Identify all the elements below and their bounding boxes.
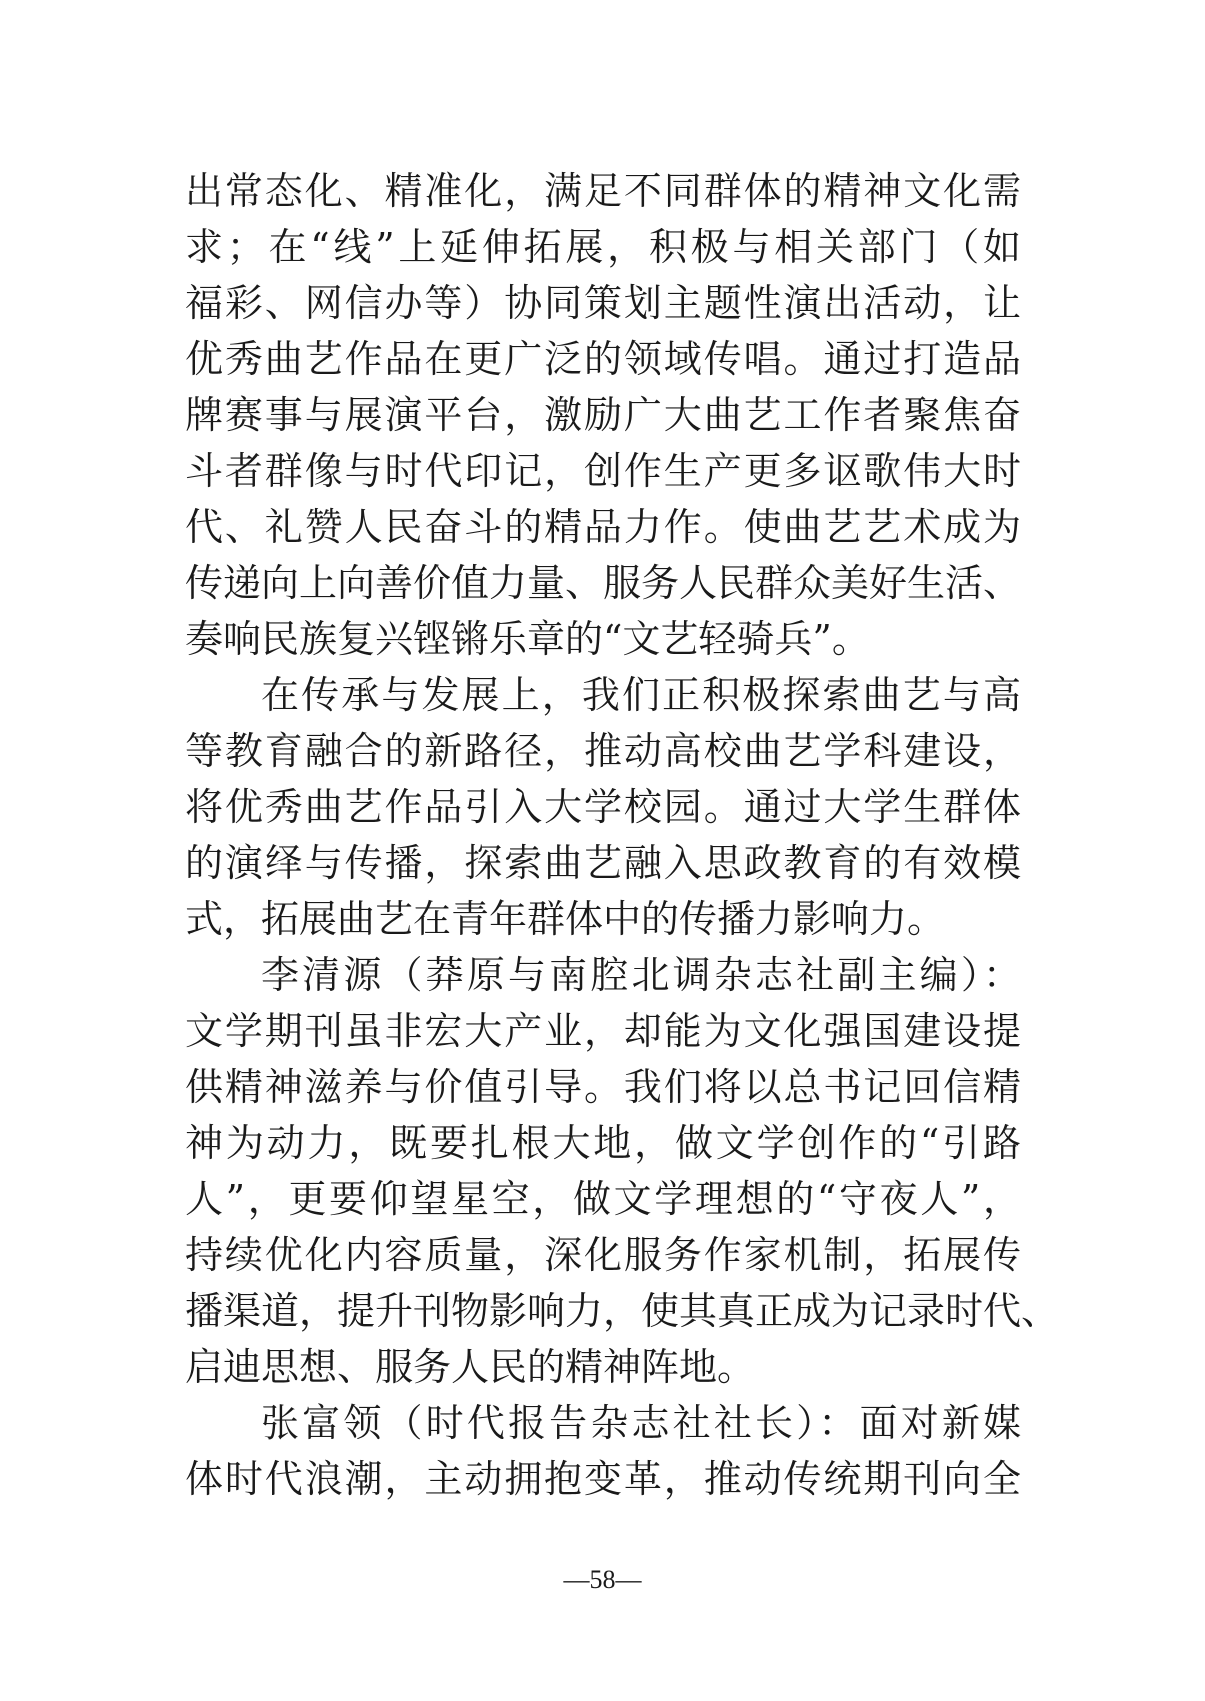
paragraph-speaker-zhang-fuling <box>185 1395 1021 1507</box>
text-line: 牌赛事与展演平台，激励广大曲艺工作者聚焦奋 <box>185 393 1021 437</box>
body-text <box>185 163 1060 1507</box>
paragraph <box>185 667 1021 947</box>
paragraph <box>185 163 1021 667</box>
speaker-line: 张富领（时代报告杂志社社长）：面对新媒 <box>261 1401 1021 1445</box>
text-line: 神为动力，既要扎根大地，做文学创作的“引路 <box>185 1121 1021 1165</box>
text-line: 式，拓展曲艺在青年群体中的传播力影响力。 <box>185 897 946 941</box>
text-line: 奏响民族复兴铿锵乐章的“文艺轻骑兵”。 <box>185 617 870 661</box>
text-line: 人”，更要仰望星空，做文学理想的“守夜人”， <box>185 1177 1021 1221</box>
text-line: 等教育融合的新路径，推动高校曲艺学科建设， <box>185 729 1021 773</box>
text-line: 优秀曲艺作品在更广泛的领域传唱。通过打造品 <box>185 337 1021 381</box>
text-line: 播渠道，提升刊物影响力，使其真正成为记录时代、 <box>185 1289 1060 1333</box>
text-line: 体时代浪潮，主动拥抱变革，推动传统期刊向全 <box>185 1457 1021 1501</box>
speaker-line: 李清源（莽原与南腔北调杂志社副主编）： <box>261 953 1021 997</box>
text-line: 出常态化、精准化，满足不同群体的精神文化需 <box>185 169 1021 213</box>
text-line: 福彩、网信办等）协同策划主题性演出活动，让 <box>185 281 1021 325</box>
text-line: 传递向上向善价值力量、服务人民群众美好生活、 <box>185 561 1022 605</box>
text-line: 求；在“线”上延伸拓展，积极与相关部门（如 <box>185 225 1021 269</box>
text-line: 启迪思想、服务人民的精神阵地。 <box>185 1345 756 1389</box>
page-number: —58— <box>563 1565 642 1594</box>
text-line: 将优秀曲艺作品引入大学校园。通过大学生群体 <box>185 785 1021 829</box>
paragraph-speaker-li-qingyuan <box>185 947 1060 1395</box>
text-line: 的演绎与传播，探索曲艺融入思政教育的有效模 <box>185 841 1021 885</box>
text-line: 在传承与发展上，我们正积极探索曲艺与高 <box>261 673 1021 717</box>
text-line: 文学期刊虽非宏大产业，却能为文化强国建设提 <box>185 1009 1021 1053</box>
text-line: 代、礼赞人民奋斗的精品力作。使曲艺艺术成为 <box>185 505 1021 549</box>
text-line: 供精神滋养与价值引导。我们将以总书记回信精 <box>185 1065 1021 1109</box>
text-line: 持续优化内容质量，深化服务作家机制，拓展传 <box>185 1233 1021 1277</box>
text-line: 斗者群像与时代印记，创作生产更多讴歌伟大时 <box>185 449 1021 493</box>
